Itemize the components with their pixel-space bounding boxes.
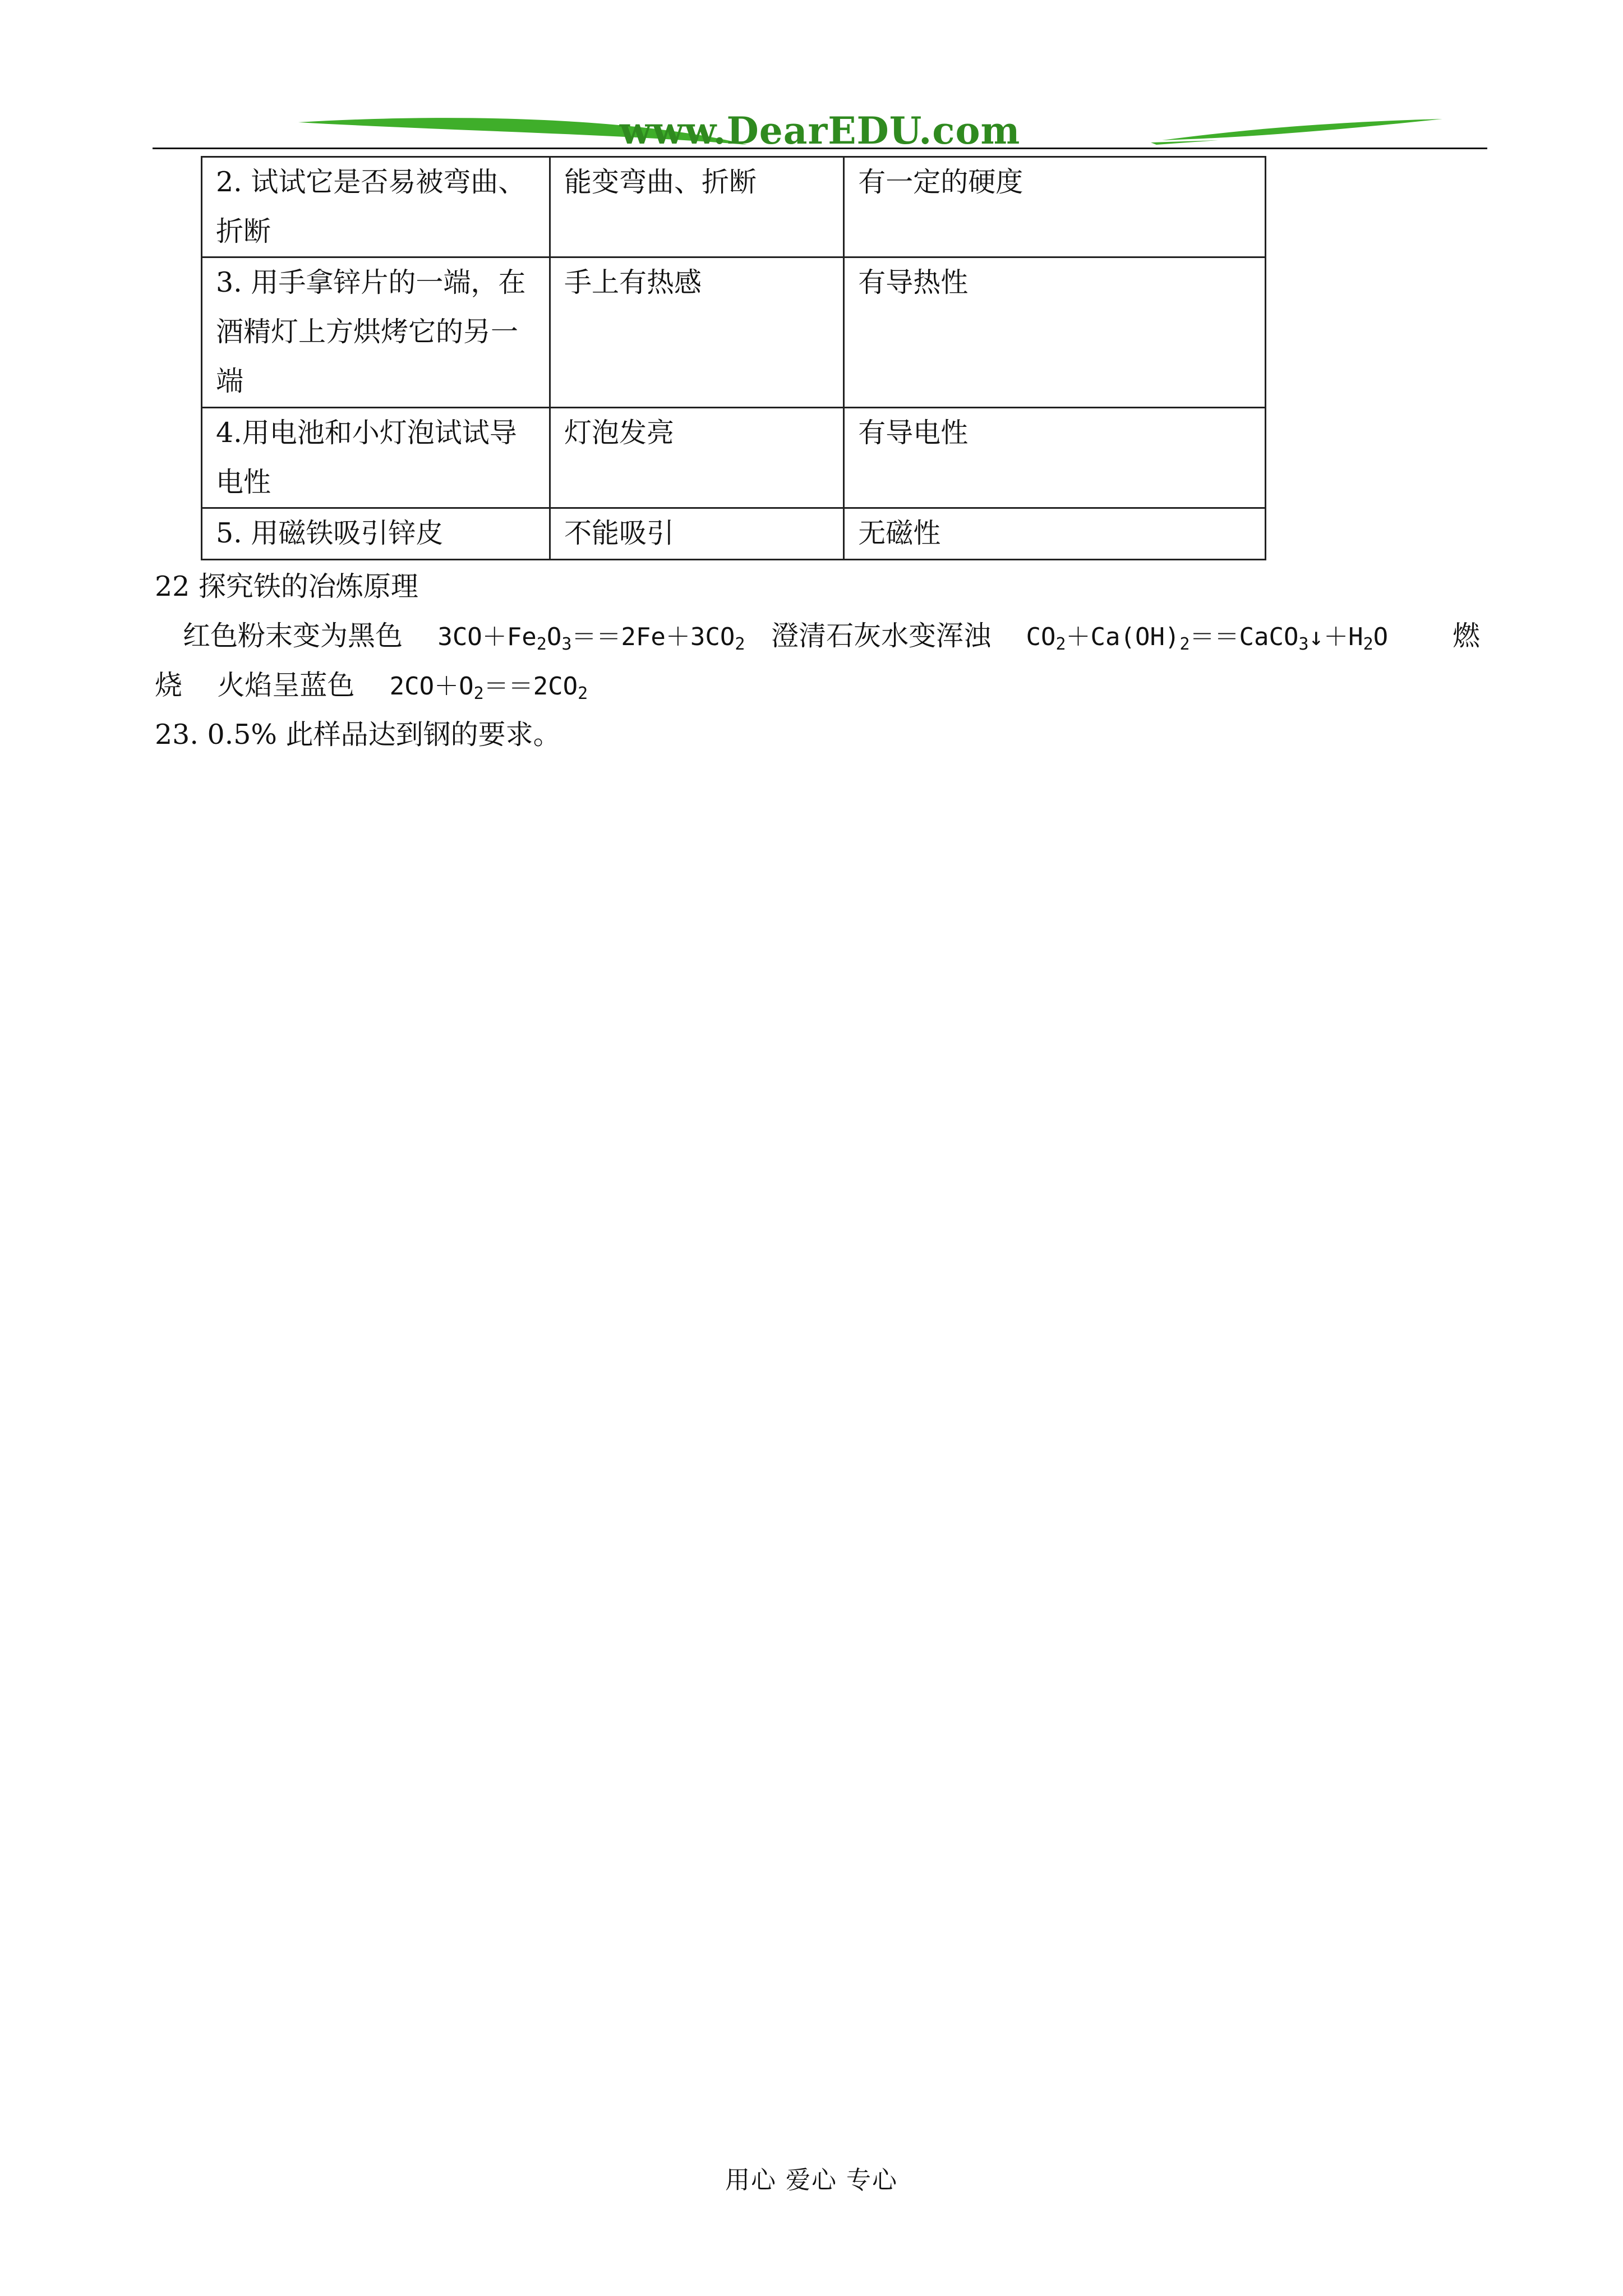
observation-text: 澄清石灰水变浑浊 — [771, 620, 992, 652]
observation-text: 红色粉末变为黑色 — [183, 620, 403, 652]
question-22-title: 22 探究铁的冶炼原理 — [155, 570, 418, 602]
header-rule — [153, 148, 1487, 149]
table-row — [202, 508, 1266, 560]
observation-text: 燃 — [1453, 620, 1481, 652]
table-cell: 4.用电池和小灯泡试试导电性 — [202, 408, 550, 508]
table-row — [202, 157, 1266, 257]
equation-limewater: $CO_2+Ca(OH)_2==CaCO_3↓+H_2O$ — [1026, 623, 1389, 654]
equation-reduction: $3CO+Fe_2O_3==2Fe+3CO_2$ — [437, 623, 745, 654]
table-cell: 不能吸引 — [550, 508, 844, 560]
observation-text: 烧 — [155, 669, 183, 701]
table-cell: 手上有热感 — [550, 257, 844, 408]
observation-text: 火焰呈蓝色 — [217, 669, 355, 701]
table-row — [202, 257, 1266, 408]
page-footer: 用心 爱心 专心 — [725, 2166, 898, 2194]
question-23-answer: 23. 0.5% 此样品达到钢的要求。 — [155, 719, 561, 751]
table-cell: 5. 用磁铁吸引锌皮 — [202, 508, 550, 560]
experiment-table — [201, 156, 1266, 560]
table-cell: 3. 用手拿锌片的一端，在酒精灯上方烘烤它的另一端 — [202, 257, 550, 408]
table-cell: 能变弯曲、折断 — [550, 157, 844, 257]
table-cell: 有导热性 — [844, 257, 1266, 408]
site-logo: www.DearEDU.com — [619, 109, 1021, 153]
table-cell: 灯泡发亮 — [550, 408, 844, 508]
table-cell: 有一定的硬度 — [844, 157, 1266, 257]
table-cell: 2. 试试它是否易被弯曲、折断 — [202, 157, 550, 257]
table-cell: 有导电性 — [844, 408, 1266, 508]
equation-combustion: $2CO+O_2==2CO_2$ — [389, 672, 588, 703]
table-row — [202, 408, 1266, 508]
table-cell: 无磁性 — [844, 508, 1266, 560]
